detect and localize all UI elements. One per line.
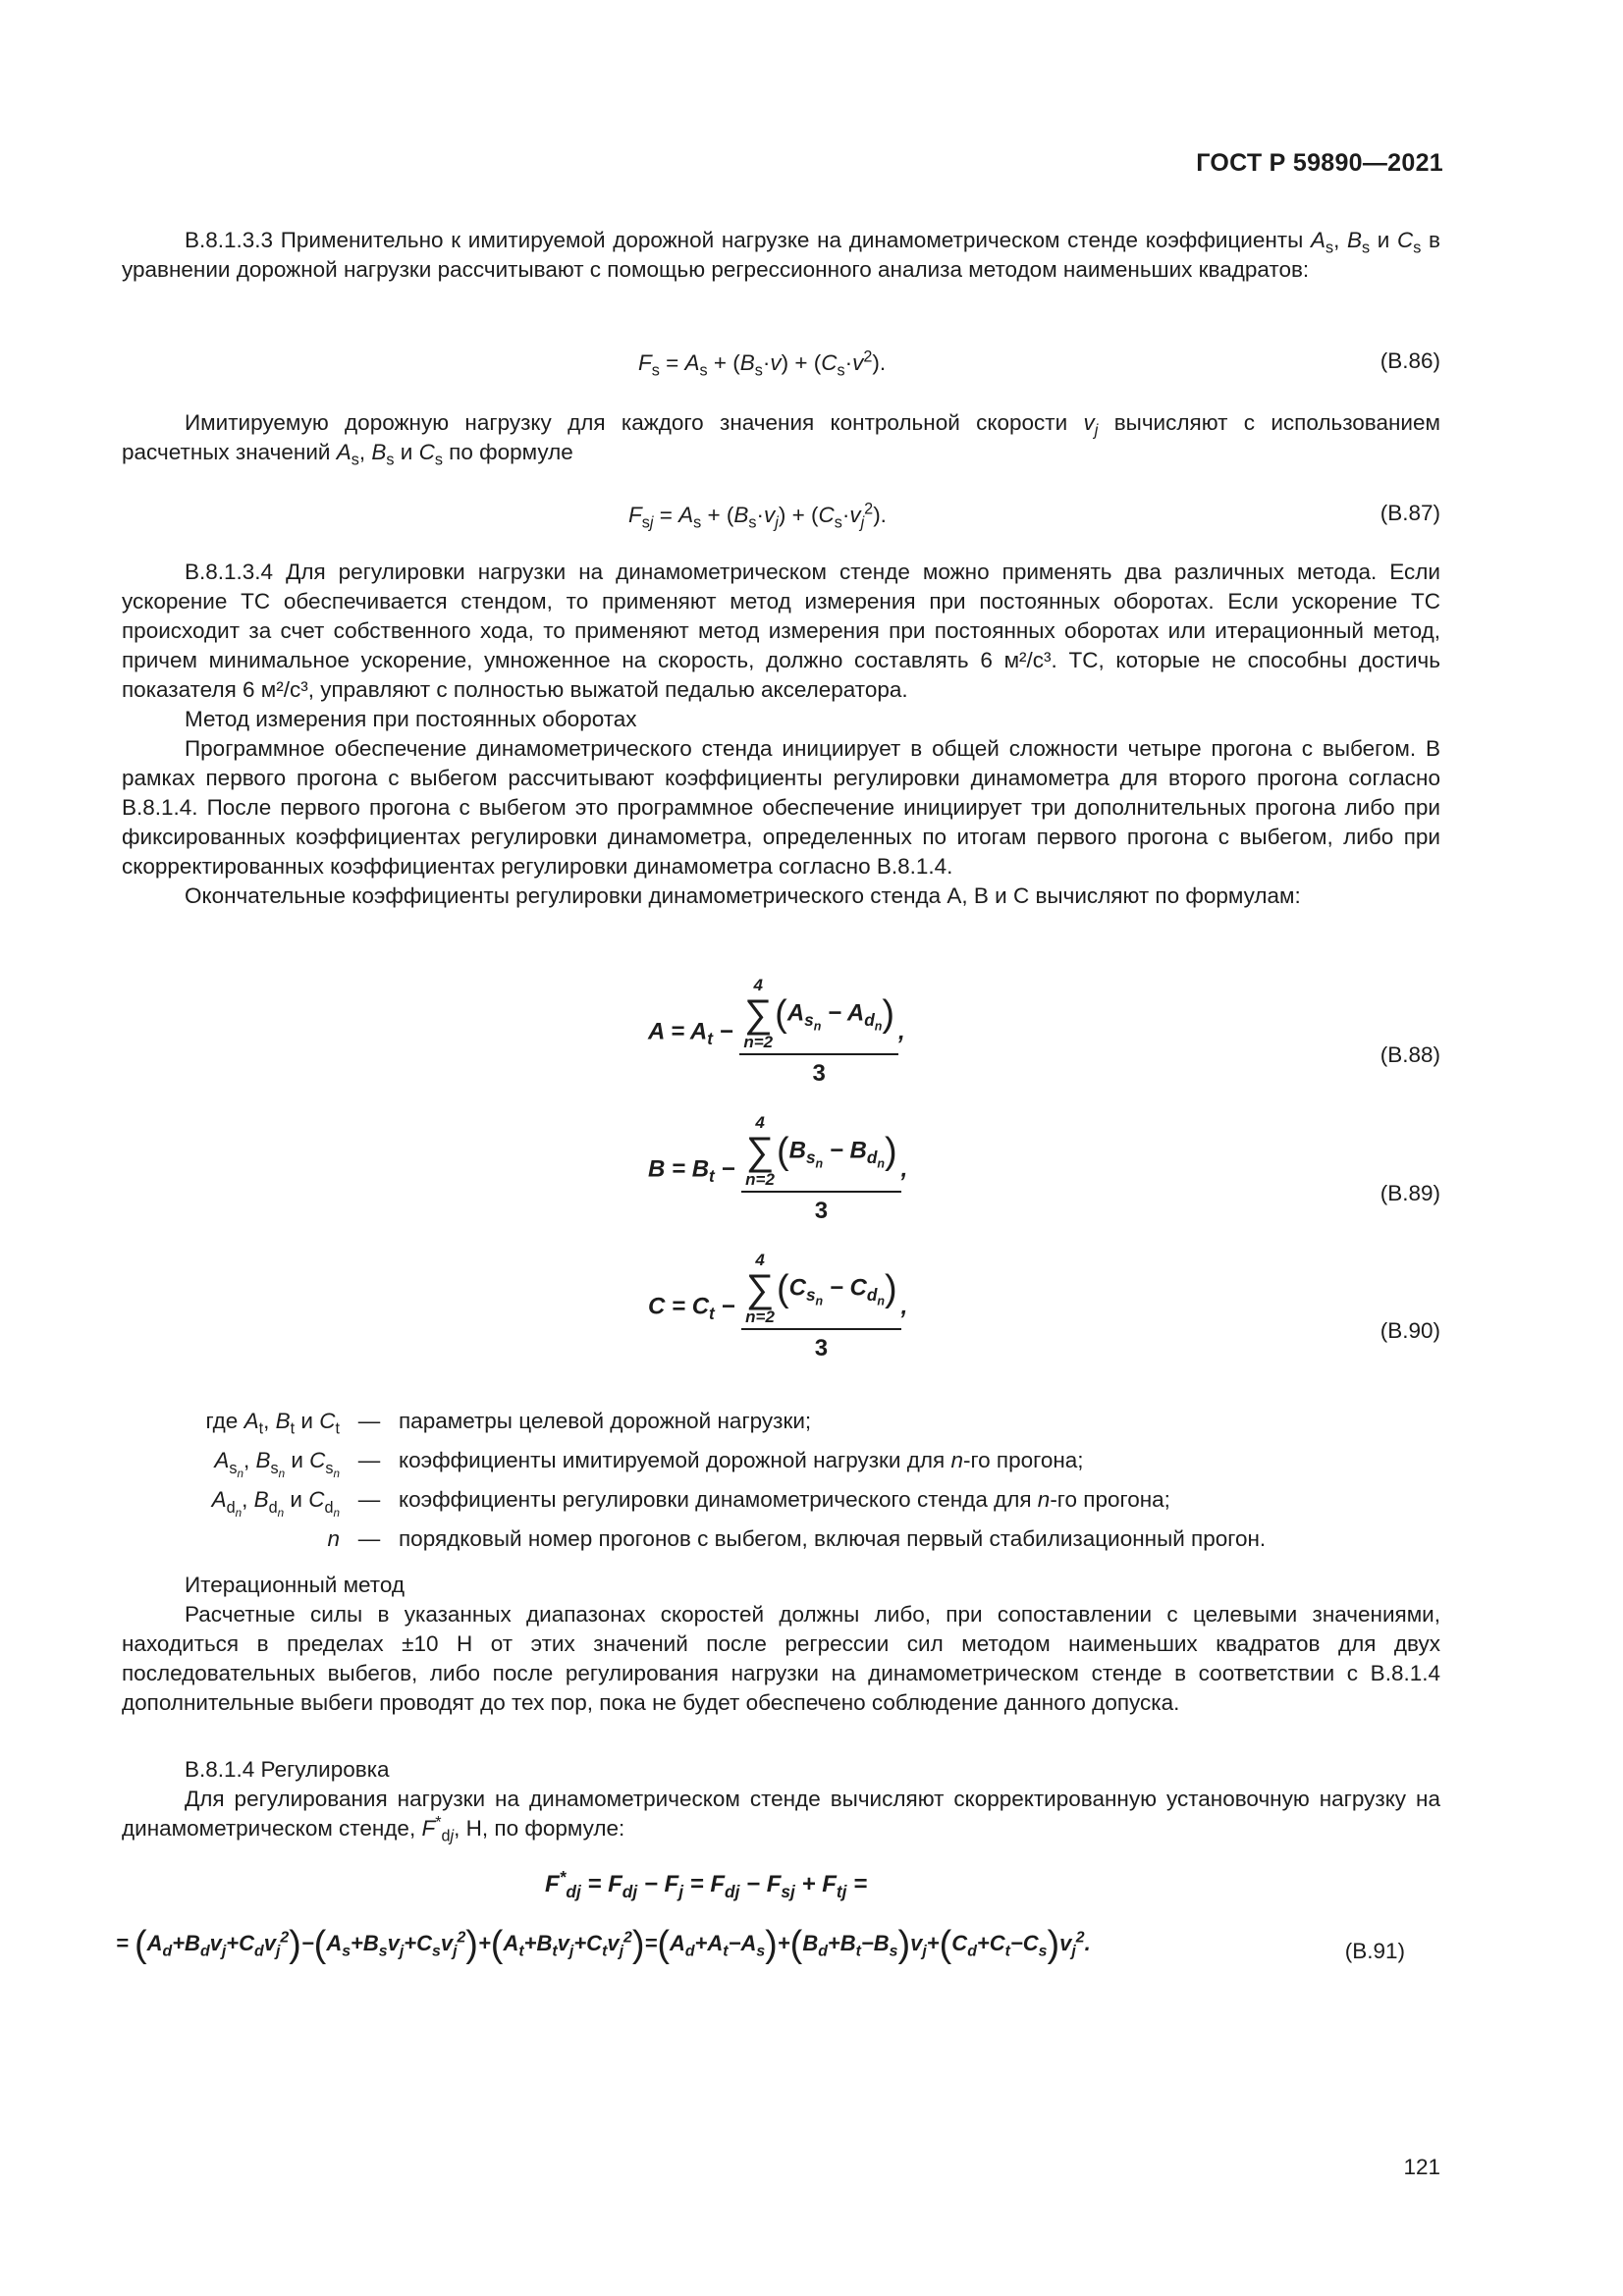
section-b814: В.8.1.4 Регулировка Для регулирования нагрузки на динамометрическом стенде вычисляют скорректированную установочную нагрузку на динамометрическом стенде, $F^*_{dj}$, Н, по формуле:	[122, 1757, 1440, 1845]
definition-row: $A_{d_n}$, $B_{d_n}$ и $C_{d_n}$ — коэффициенты регулировки динамометрического стенда для n-го прогона;	[211, 1487, 1170, 1520]
equation-b87: $F_{sj} = A_s + (B_s\cdot v_j) + (C_s\cdot v_j^2)$.	[628, 500, 887, 532]
document-header: ГОСТ Р 59890—2021	[1196, 149, 1443, 177]
definitions-list	[122, 1402, 1266, 1559]
definition-row: n — порядковый номер прогонов с выбегом, включая первый стабилизационный прогон.	[327, 1526, 1267, 1551]
equation-b88: $A = A_t$ − 4 ∑ n=2 $(A_{s_n} - A_{d_n})$ 3 ,	[648, 976, 905, 1087]
paragraph: Программное обеспечение динамометрического стенда инициирует в общей сложности четыре прогона с выбегом. В рамках первого прогона с выбегом рассчитывают коэффициенты регулировки динамометра для второго прогона согласно В.8.1.4. После первого прогона с выбегом это программное обеспечение инициирует три дополнительных прогона либо при фиксированных коэффициентах регулировки динамометра, определенных по итогам первого прогона с выбегом, либо при скорректированных коэффициентах регулировки динамометра согласно В.8.1.4.	[122, 736, 1440, 879]
equation-number-b90: (В.90)	[1380, 1318, 1440, 1343]
equation-number-b86: (В.86)	[1380, 348, 1440, 373]
section-title: В.8.1.4 Регулировка	[185, 1757, 390, 1782]
equation-number-b88: (В.88)	[1380, 1042, 1440, 1067]
equation-b91-line1: $F^*_{dj} = F_{dj} - F_j = F_{dj} - F_{sj} + F_{tj}$ =	[545, 1867, 868, 1901]
paragraph: Итерационный метод	[185, 1573, 406, 1597]
definition-row: где $A_t$, $B_t$ и $C_t$ — параметры целевой дорожной нагрузки;	[205, 1409, 812, 1438]
equation-number-b91: (В.91)	[1344, 1939, 1405, 1963]
equation-number-b87: (В.87)	[1380, 501, 1440, 525]
section-iterative-method	[122, 1571, 1440, 1718]
paragraph: Метод измерения при постоянных оборотах	[185, 707, 637, 731]
page-number: 121	[1403, 2155, 1440, 2179]
section-b81334	[122, 558, 1440, 911]
equation-b90: $C = C_t$ − 4 ∑ n=2 $(C_{s_n} - C_{d_n})$ 3 ,	[648, 1251, 908, 1362]
definition-row: $A_{s_n}$, $B_{s_n}$ и $C_{s_n}$ — коэффициенты имитируемой дорожной нагрузки для n-го прогона;	[214, 1448, 1084, 1480]
paragraph-b81333: В.8.1.3.3 Применительно к имитируемой дорожной нагрузке на динамометрическом стенде коэффициенты $A_s$, $B_s$ и $C_s$ в уравнении дорожной нагрузки рассчитывают с помощью регрессионного анализа методом наименьших квадратов:	[122, 228, 1440, 282]
equation-b86: $F_s = A_s + (B_s\cdot v) + (C_s\cdot v^2)$.	[638, 347, 887, 380]
paragraph: Окончательные коэффициенты регулировки динамометрического стенда A, B и C вычисляют по формулам:	[185, 883, 1301, 908]
paragraph: В.8.1.3.4 Для регулировки нагрузки на динамометрическом стенде можно применять два различных метода. Если ускорение ТС обеспечивается стендом, то применяют метод измерения при постоянных оборотах. Если ускорение ТС происходит за счет собственного хода, то применяют метод измерения при постоянных оборотах или итерационный метод, причем минимальное ускорение, умноженное на скорость, должно составлять 6 м²/с³. ТС, которые не способны достичь показателя 6 м²/с³, управляют с полностью выжатой педалью акселератора.	[122, 560, 1440, 702]
equation-b91-line2: = $(A_d+B_dv_j+C_dv_j^2)-(A_s+B_sv_j+C_sv_j^2)+(A_t+B_tv_j+C_tv_j^2)=(A_d+A_t-A_s)+(B_d+B_t-B_s)v_j+(C_d+C_t-C_s)v_j^2$.	[116, 1924, 1091, 1966]
equation-number-b89: (В.89)	[1380, 1181, 1440, 1205]
equation-b89: $B = B_t$ − 4 ∑ n=2 $(B_{s_n} - B_{d_n})$ 3 ,	[648, 1113, 908, 1224]
paragraph: Расчетные силы в указанных диапазонах скоростей должны либо, при сопоставлении с целевыми значениями, находиться в пределах ±10 Н от этих значений после регрессии сил методом наименьших квадратов для двух последовательных выбегов, либо после регулирования нагрузки на динамометрическом стенде в соответствии с В.8.1.4 дополнительные выбеги проводят до тех пор, пока не будет обеспечено соблюдение данного допуска.	[122, 1602, 1440, 1715]
paragraph-simulated-load: Имитируемую дорожную нагрузку для каждого значения контрольной скорости $v_j$ вычисляют с использованием расчетных значений $A_s$, $B_s$ и $C_s$ по формуле	[122, 410, 1440, 469]
